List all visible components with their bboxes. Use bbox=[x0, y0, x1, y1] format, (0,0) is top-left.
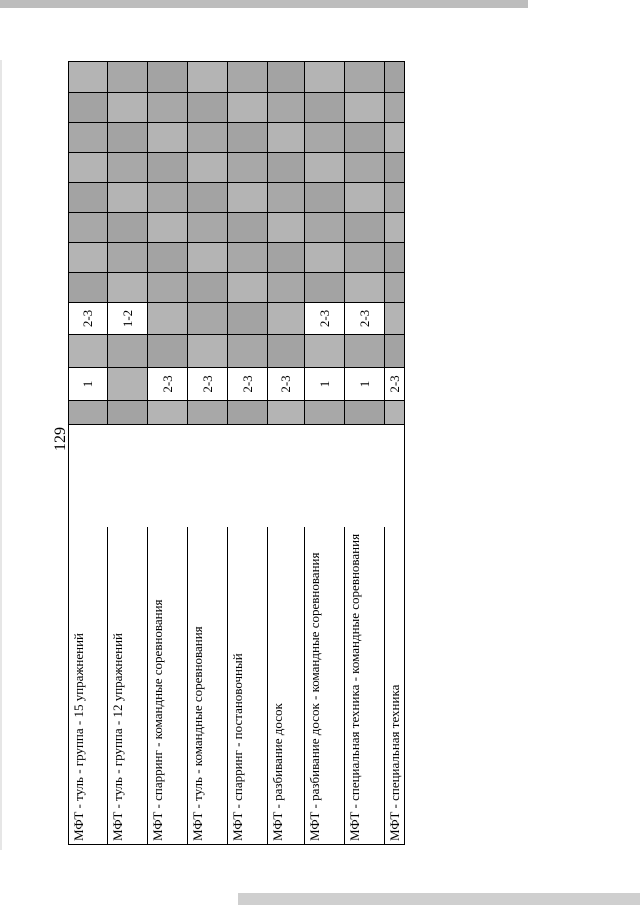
table-cell bbox=[228, 334, 268, 367]
table-row-name bbox=[268, 527, 305, 844]
table-cell bbox=[385, 242, 404, 272]
cell-value: 2-3 bbox=[199, 375, 215, 393]
discipline-name-column bbox=[69, 526, 404, 844]
scan-edge-left bbox=[0, 60, 2, 850]
table-row-name bbox=[148, 527, 188, 844]
table-cell bbox=[268, 152, 305, 182]
table-cell bbox=[108, 242, 148, 272]
table-cell bbox=[108, 367, 148, 400]
table-cell bbox=[385, 92, 404, 122]
table-cell bbox=[108, 182, 148, 212]
table-cell bbox=[228, 62, 268, 92]
table-cell bbox=[228, 242, 268, 272]
table-cell bbox=[188, 92, 228, 122]
table-cell bbox=[228, 400, 268, 424]
table-cell bbox=[385, 212, 404, 242]
table-cell bbox=[385, 334, 404, 367]
table-cell bbox=[268, 334, 305, 367]
table-cell bbox=[305, 334, 345, 367]
table-cell bbox=[69, 242, 108, 272]
row-name-text: МФТ - специальная техника bbox=[387, 684, 402, 841]
table-cell bbox=[228, 182, 268, 212]
table-cell bbox=[148, 212, 188, 242]
table-cell bbox=[268, 400, 305, 424]
cell-value: 2-3 bbox=[80, 309, 95, 328]
sports-table bbox=[68, 61, 405, 845]
scan-edge-bottom bbox=[238, 893, 640, 905]
table-cell bbox=[148, 400, 188, 424]
table-cell bbox=[148, 242, 188, 272]
table-cell bbox=[69, 62, 108, 92]
row-name-text: МФТ - туль - группа - 12 упражнений bbox=[110, 632, 125, 841]
table-cell bbox=[385, 122, 404, 152]
table-row-name bbox=[108, 527, 148, 844]
table-cell bbox=[268, 212, 305, 242]
table-cell bbox=[69, 182, 108, 212]
table-cell bbox=[305, 62, 345, 92]
cell-value: 2-3 bbox=[239, 375, 255, 393]
cell-value: 2-3 bbox=[278, 375, 293, 393]
table-cell bbox=[385, 367, 404, 400]
table-cell bbox=[69, 122, 108, 152]
table-cell bbox=[305, 212, 345, 242]
table-row-name bbox=[305, 527, 345, 844]
cell-value: 2-3 bbox=[316, 309, 332, 328]
table-cell bbox=[148, 92, 188, 122]
table-cell bbox=[345, 62, 385, 92]
table-cell bbox=[345, 302, 385, 334]
table-cell bbox=[69, 367, 108, 400]
table-cell bbox=[268, 367, 305, 400]
table-cell bbox=[188, 302, 228, 334]
table-cell bbox=[228, 302, 268, 334]
cell-value: 1 bbox=[80, 380, 95, 388]
table-cell bbox=[228, 152, 268, 182]
table-cell bbox=[148, 122, 188, 152]
table-cell bbox=[188, 272, 228, 302]
table-cell bbox=[108, 212, 148, 242]
table-row-name bbox=[188, 527, 228, 844]
page-number: 129 bbox=[52, 427, 69, 451]
cell-value: 2-3 bbox=[356, 309, 372, 328]
table-cell bbox=[188, 367, 228, 400]
table-cell bbox=[69, 400, 108, 424]
table-row-name bbox=[228, 527, 268, 844]
table-cell bbox=[188, 62, 228, 92]
table-cell bbox=[305, 400, 345, 424]
scan-edge-top bbox=[0, 0, 528, 8]
table-cell bbox=[268, 272, 305, 302]
row-name-text: МФТ - туль - командные соревнования bbox=[190, 626, 205, 841]
table-row-name bbox=[69, 527, 108, 844]
stage-grid bbox=[69, 62, 404, 424]
table-cell bbox=[108, 122, 148, 152]
table-cell bbox=[148, 62, 188, 92]
table-cell bbox=[188, 212, 228, 242]
table-cell bbox=[108, 92, 148, 122]
table-cell bbox=[268, 122, 305, 152]
table-cell bbox=[305, 152, 345, 182]
table-cell bbox=[188, 122, 228, 152]
table-cell bbox=[69, 334, 108, 367]
table-cell bbox=[345, 182, 385, 212]
table-cell bbox=[108, 334, 148, 367]
row-name-text: МФТ - разбивание досок bbox=[270, 703, 285, 841]
table-cell bbox=[108, 302, 148, 334]
table-cell bbox=[69, 302, 108, 334]
table-cell bbox=[188, 334, 228, 367]
table-cell bbox=[305, 302, 345, 334]
table-cell bbox=[268, 182, 305, 212]
table-cell bbox=[148, 272, 188, 302]
table-cell bbox=[345, 152, 385, 182]
row-name-text: МФТ - спарринг - постановочный bbox=[230, 653, 245, 841]
row-name-text: МФТ - туль - группа - 15 упражнений bbox=[71, 632, 86, 841]
table-cell bbox=[188, 152, 228, 182]
table-cell bbox=[228, 272, 268, 302]
table-cell bbox=[268, 242, 305, 272]
table-cell bbox=[148, 334, 188, 367]
table-cell bbox=[385, 400, 404, 424]
cell-value: 1 bbox=[316, 380, 332, 388]
table-cell bbox=[228, 367, 268, 400]
table-cell bbox=[188, 242, 228, 272]
table-cell bbox=[228, 92, 268, 122]
table-cell bbox=[69, 152, 108, 182]
table-cell bbox=[305, 367, 345, 400]
table-cell bbox=[305, 182, 345, 212]
row-name-text: МФТ - разбивание досок - командные соревнования bbox=[307, 552, 322, 841]
table-cell bbox=[305, 122, 345, 152]
blank-column bbox=[69, 424, 404, 527]
table-cell bbox=[148, 182, 188, 212]
row-name-text: МФТ - специальная техника - командные соревнования bbox=[347, 533, 362, 841]
table-cell bbox=[268, 62, 305, 92]
table-cell bbox=[345, 92, 385, 122]
table-cell bbox=[228, 212, 268, 242]
cell-value: 2-3 bbox=[386, 375, 402, 393]
table-cell bbox=[69, 212, 108, 242]
table-cell bbox=[345, 400, 385, 424]
cell-value: 1-2 bbox=[119, 309, 135, 328]
rotated-table-wrapper bbox=[52, 61, 405, 845]
table-cell bbox=[385, 182, 404, 212]
table-cell bbox=[188, 400, 228, 424]
table-cell bbox=[345, 334, 385, 367]
table-cell bbox=[385, 302, 404, 334]
table-cell bbox=[345, 122, 385, 152]
table-cell bbox=[385, 272, 404, 302]
table-cell bbox=[108, 62, 148, 92]
table-cell bbox=[305, 92, 345, 122]
table-row-name bbox=[385, 527, 404, 844]
cell-value: 2-3 bbox=[159, 375, 175, 393]
table-cell bbox=[228, 122, 268, 152]
table-cell bbox=[305, 272, 345, 302]
table-cell bbox=[268, 302, 305, 334]
table-cell bbox=[345, 242, 385, 272]
table-cell bbox=[148, 367, 188, 400]
table-cell bbox=[345, 272, 385, 302]
table-cell bbox=[305, 242, 345, 272]
table-cell bbox=[148, 302, 188, 334]
table-cell bbox=[385, 152, 404, 182]
table-cell bbox=[108, 272, 148, 302]
table-cell bbox=[69, 272, 108, 302]
table-cell bbox=[188, 182, 228, 212]
row-name-text: МФТ - спарринг - командные соревнования bbox=[150, 599, 165, 841]
table-cell bbox=[385, 62, 404, 92]
table-cell bbox=[108, 152, 148, 182]
table-cell bbox=[345, 212, 385, 242]
table-cell bbox=[148, 152, 188, 182]
table-row-name bbox=[345, 527, 385, 844]
table-cell bbox=[69, 92, 108, 122]
table-cell bbox=[108, 400, 148, 424]
table-cell bbox=[268, 92, 305, 122]
table-cell bbox=[345, 367, 385, 400]
cell-value: 1 bbox=[356, 380, 372, 388]
